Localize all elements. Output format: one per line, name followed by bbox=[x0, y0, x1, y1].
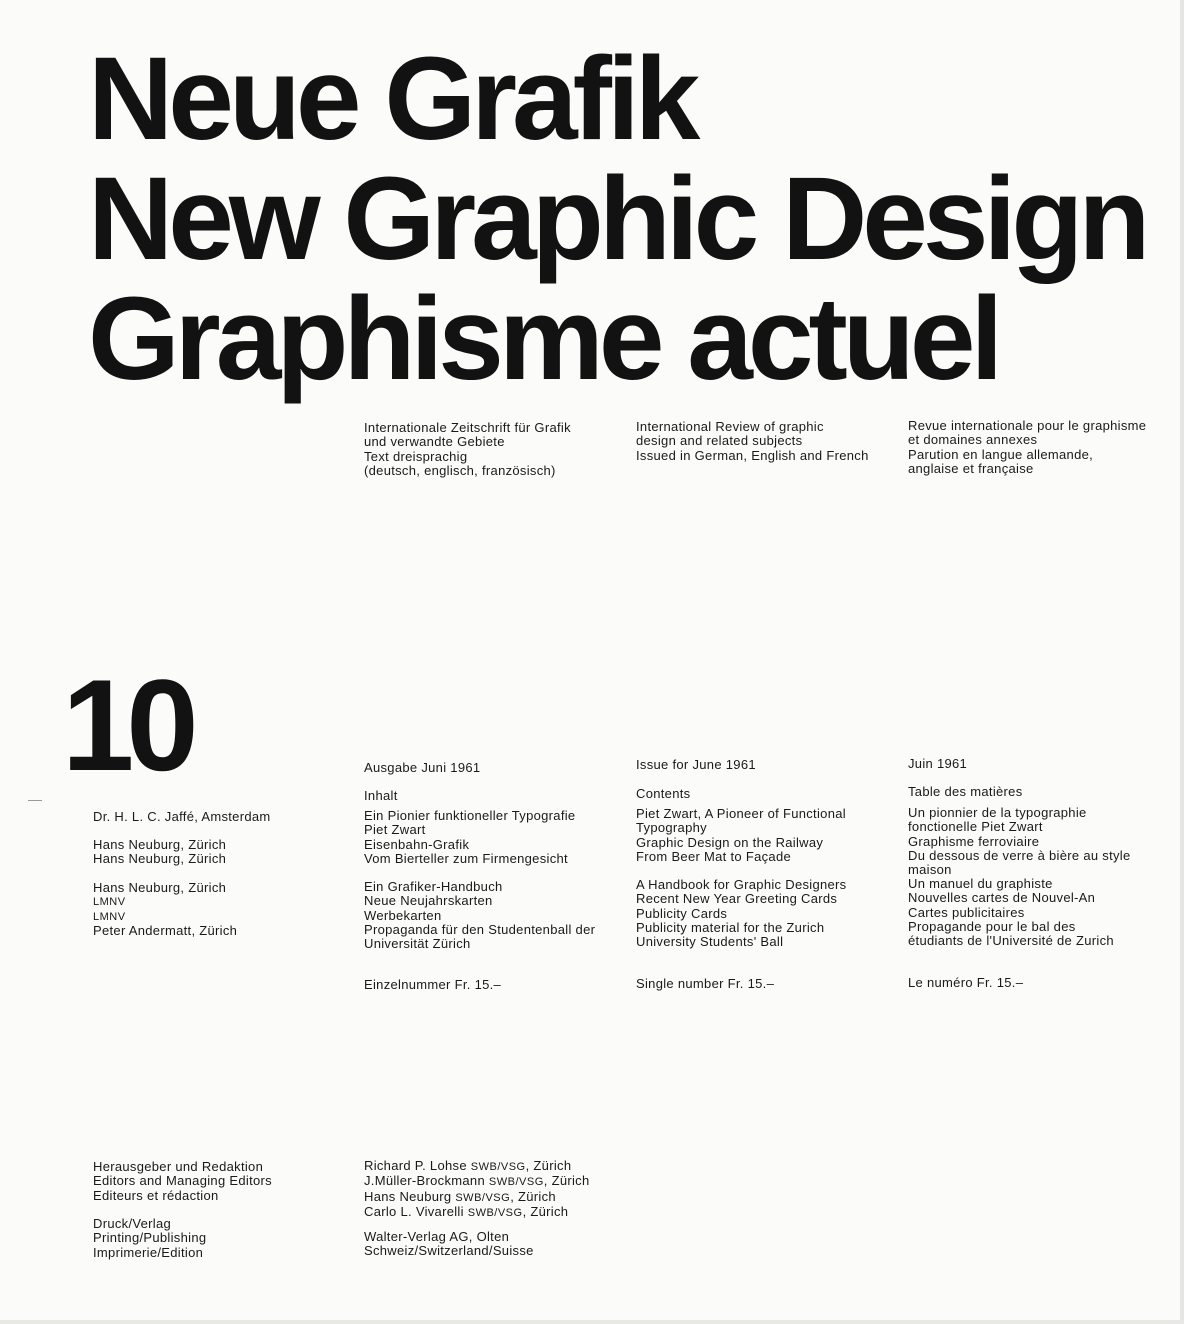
author-list-group-1: Dr. H. L. C. Jaffé, Amsterdam bbox=[93, 809, 271, 824]
contents-german-group-1: Ein Pionier funktioneller Typografie Piet Zwart Eisenbahn-Grafik Vom Bierteller zum Firmengesicht bbox=[364, 808, 576, 866]
issue-date-english: Issue for June 1961 bbox=[636, 757, 756, 772]
issue-date-german: Ausgabe Juni 1961 bbox=[364, 760, 481, 775]
title-english: New Graphic Design bbox=[88, 153, 1146, 285]
subtitle-french: Revue internationale pour le graphisme et domaines annexes Parution en langue allemande, anglaise et française bbox=[908, 418, 1147, 476]
contents-heading-german: Inhalt bbox=[364, 788, 398, 803]
author-list-group-2: Hans Neuburg, Zürich Hans Neuburg, Zürich bbox=[93, 837, 227, 867]
publisher-info: Walter-Verlag AG, Olten Schweiz/Switzerland/Suisse bbox=[364, 1229, 534, 1259]
issue-date-french: Juin 1961 bbox=[908, 756, 968, 771]
price-french: Le numéro Fr. 15.– bbox=[908, 975, 1024, 990]
editor-entry: Richard P. Lohse SWB/VSG, Zürich bbox=[364, 1158, 572, 1173]
page-edge-right bbox=[1180, 0, 1184, 1324]
contents-french-group-1: Un pionnier de la typographie fonctionelle Piet Zwart Graphisme ferroviaire Du dessous de verre à bière au style maison bbox=[908, 805, 1131, 878]
title-german: Neue Grafik bbox=[88, 33, 696, 165]
editor-entry: Carlo L. Vivarelli SWB/VSG, Zürich bbox=[364, 1203, 569, 1219]
publisher-label: Druck/Verlag Printing/Publishing Imprimerie/Edition bbox=[93, 1216, 207, 1260]
issue-number: 10 bbox=[62, 652, 191, 798]
contents-english-group-1: Piet Zwart, A Pioneer of Functional Typography Graphic Design on the Railway From Beer Mat to Façade bbox=[636, 806, 846, 864]
contents-english-group-2: A Handbook for Graphic Designers Recent New Year Greeting Cards Publicity Cards Publicity material for the Zurich University Students' Ball bbox=[636, 877, 847, 950]
author-list-group-3: Hans Neuburg, Zürich LMNV LMNV Peter Andermatt, Zürich bbox=[93, 880, 238, 938]
subtitle-german: Internationale Zeitschrift für Grafik und verwandte Gebiete Text dreisprachig (deutsch, englisch, französisch) bbox=[364, 420, 571, 478]
subtitle-english: International Review of graphic design and related subjects Issued in German, English and French bbox=[636, 419, 869, 463]
editors-label: Herausgeber und Redaktion Editors and Managing Editors Editeurs et rédaction bbox=[93, 1159, 272, 1203]
contents-heading-english: Contents bbox=[636, 786, 691, 801]
editor-entry: J.Müller-Brockmann SWB/VSG, Zürich bbox=[364, 1173, 590, 1189]
contents-french-group-2: Un manuel du graphiste Nouvelles cartes de Nouvel-An Cartes publicitaires Propagande pour le bal des étudiants de l'Université de Zurich bbox=[908, 876, 1114, 949]
title-french: Graphisme actuel bbox=[88, 273, 999, 405]
price-german: Einzelnummer Fr. 15.– bbox=[364, 977, 502, 992]
editors-list bbox=[364, 1159, 590, 1220]
price-english: Single number Fr. 15.– bbox=[636, 976, 775, 991]
contents-heading-french: Table des matières bbox=[908, 784, 1023, 799]
margin-mark bbox=[28, 800, 42, 801]
contents-german-group-2: Ein Grafiker-Handbuch Neue Neujahrskarten Werbekarten Propaganda für den Studentenball der Universität Zürich bbox=[364, 879, 596, 952]
page-edge-bottom bbox=[0, 1320, 1184, 1324]
editor-entry: Hans Neuburg SWB/VSG, Zürich bbox=[364, 1188, 556, 1204]
